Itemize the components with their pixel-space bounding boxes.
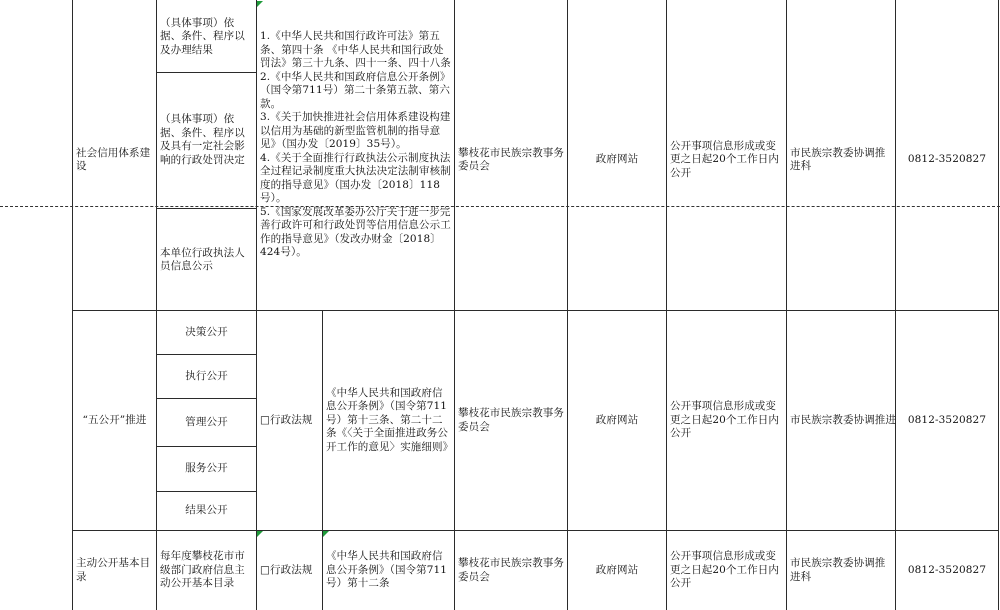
body-cell: 攀枝花市民族宗教事务委员会 xyxy=(458,557,564,583)
channel-cell: 政府网站 xyxy=(595,153,639,166)
dept-cell: 市民族宗教委协调推进科 xyxy=(790,146,886,172)
phone-cell: 0812-3520827 xyxy=(907,413,987,426)
body-cell: 攀枝花市民族宗教事务委员会 xyxy=(458,407,564,433)
channel-cell: 政府网站 xyxy=(595,563,639,576)
legal-basis-cell: 1.《中华人民共和国行政许可法》第五条、第四十条 《中华人民共和国行政处罚法》第三十九条、四十一条、四十八条 2.《中华人民共和国政府信息公开条例》（国令第711号）第二十条第五款、第六款。 3.《关于加快推进社会信用体系建设构建以信用为基础的新型监管机制的指导意见》（国办发〔2019〕35号）。 4.《关于全面推行行政执法公示制度执法全过程记录制度重大执法决定法制审核制度的指导意见》（国办发〔2018〕118号）。 5.《国家发展改革委办公厅关于进一步完善行政许可和行政处罚等信用信息公示工作的指导意见》（发改办财金〔2018〕424号）。 xyxy=(260,30,451,258)
time-limit-cell: 公开事项信息形成或变更之日起20个工作日内公开 xyxy=(670,400,779,440)
phone-cell: 0812-3520827 xyxy=(907,563,987,576)
item-cell: （具体事项）依据、条件、程序以及具有一定社会影响的行政处罚决定 xyxy=(160,113,245,166)
content-type-cell: □行政法规 xyxy=(260,413,313,426)
dept-cell: 市民族宗教委协调推进 xyxy=(790,413,896,426)
channel-cell: 政府网站 xyxy=(595,413,639,426)
body-cell: 攀枝花市民族宗教事务委员会 xyxy=(458,146,564,172)
item-cell: 每年度攀枝花市市级部门政府信息主动公开基本目录 xyxy=(160,550,245,590)
subitem-cell: 结果公开 xyxy=(185,504,228,517)
category-cell: 社会信用体系建设 xyxy=(76,146,151,172)
phone-cell: 0812-3520827 xyxy=(907,153,987,166)
grid-line xyxy=(998,0,999,610)
category-cell: 主动公开基本目录 xyxy=(76,557,151,583)
content-type-cell: □行政法规 xyxy=(260,563,313,576)
grid-line xyxy=(156,208,256,209)
subitem-cell: 执行公开 xyxy=(185,369,228,382)
dept-cell: 市民族宗教委协调推进科 xyxy=(790,557,886,583)
legal-basis-cell: 《中华人民共和国政府信息公开条例》（国令第711号）第十三条、第二十二条《〈关于全面推进政务公开工作的意见〉实施细则》 xyxy=(326,386,454,453)
grid-line xyxy=(156,72,256,73)
item-cell: （具体事项）依据、条件、程序以及办理结果 xyxy=(160,16,245,56)
legal-basis-cell: 《中华人民共和国政府信息公开条例》（国令第711号）第十二条 xyxy=(326,550,448,590)
category-cell: “五公开”推进 xyxy=(82,413,147,426)
item-cell: 本单位行政执法人员信息公示 xyxy=(160,246,245,272)
time-limit-cell: 公开事项信息形成或变更之日起20个工作日内公开 xyxy=(670,550,779,590)
subitem-cell: 管理公开 xyxy=(185,415,228,428)
cell-marker xyxy=(257,1,263,7)
time-limit-cell: 公开事项信息形成或变更之日起20个工作日内公开 xyxy=(670,139,779,179)
subitem-cell: 决策公开 xyxy=(185,325,228,338)
subitem-cell: 服务公开 xyxy=(185,462,228,475)
